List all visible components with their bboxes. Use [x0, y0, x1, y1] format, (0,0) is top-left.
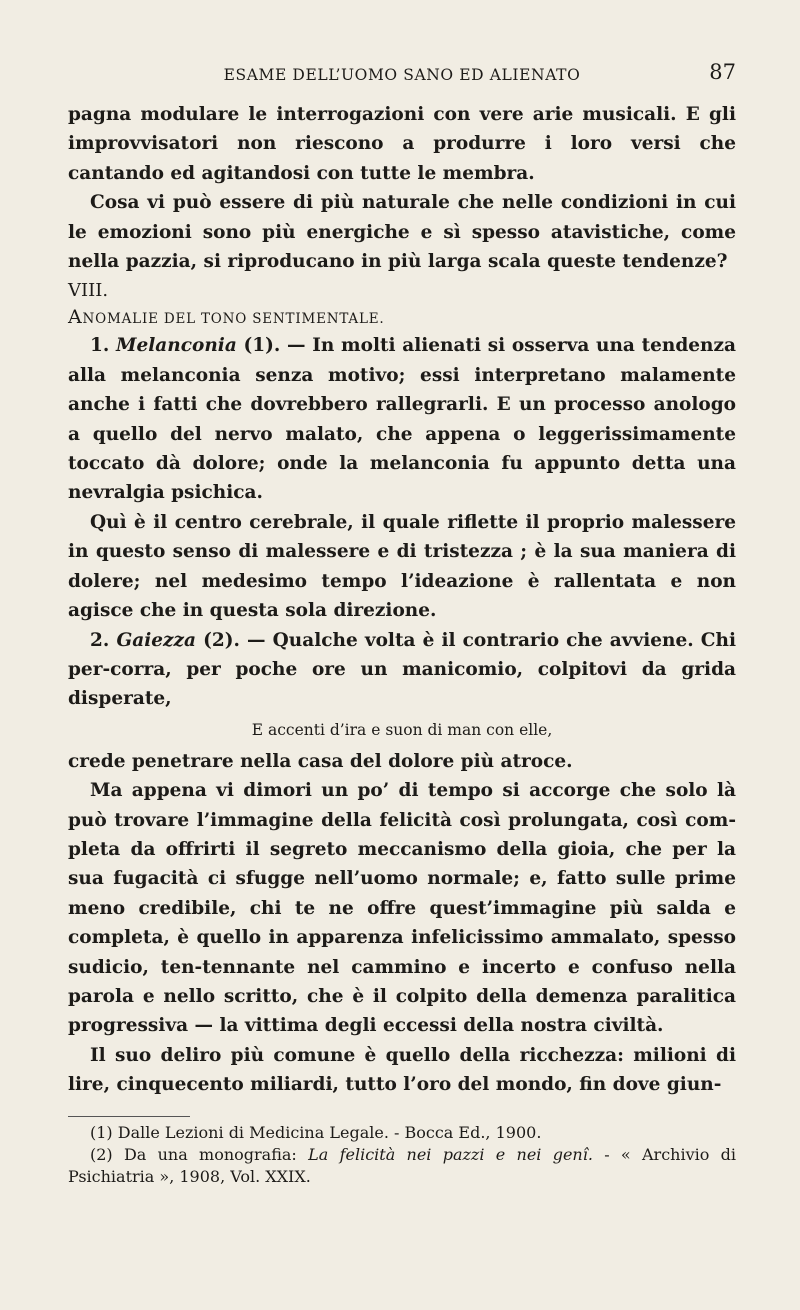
verse-quote: E accenti d’ira e suon di man con elle, — [251, 720, 553, 739]
melanconia-text: (1). — In molti alienati si osserva una tendenza alla melanconia senza motivo; essi interpretano malamente anche i fatti che dovrebbero rallegrarli. E un processo anologo a quello del nervo malato, che appena o leggerissimamente toccato dà dolore; onde la melanconia fu appunto detta una nevralgia psichica. — [68, 335, 736, 504]
footnote-2 — [68, 1144, 736, 1188]
footnote-1: (1) Dalle Lezioni di Medicina Legale. - Bocca Ed., 1900. — [90, 1123, 542, 1142]
running-head — [68, 60, 736, 90]
paragraph-1: pagna modulare le interrogazioni con vere arie musicali. E gli improvvisatori non riescono a produrre i loro versi che cantando ed agitandosi con tutte le membra. — [68, 104, 736, 184]
paragraph-6: crede penetrare nella casa del dolore più atroce. — [68, 750, 573, 772]
paragraph-4: Quì è il centro cerebrale, il quale riflette il proprio malessere in questo senso di malessere e di tristezza ; è la sua maniera di dolere; nel medesimo tempo l’ideazione è rallentata e non agisce che in questa sola direzione. — [68, 511, 736, 622]
page-number: 87 — [709, 60, 736, 84]
paragraph-melanconia — [68, 331, 736, 507]
section-title-initial: A — [68, 306, 83, 329]
paragraph-2: Cosa vi può essere di più naturale che nelle condizioni in cui le emozioni sono più energiche e sì spesso atavistiche, come nella pazzia, si riproducano in più larga scala queste tendenze? — [68, 192, 736, 273]
paragraph-gaiezza — [68, 626, 736, 714]
section-title-text: NOMALIE DEL TONO SENTIMENTALE. — [82, 311, 385, 328]
footnotes — [68, 1122, 736, 1188]
body-text — [68, 100, 736, 1100]
term-gaiezza: Gaiezza — [116, 629, 197, 651]
section-numeral: VIII. — [68, 280, 109, 302]
footnote-2-end: - « Archivio di Psichiatria », 1908, Vol. XXIX. — [68, 1145, 737, 1186]
footnote-2-start: (2) Da una monografia: — [90, 1145, 297, 1164]
footnote-divider — [68, 1116, 190, 1117]
section-title — [68, 305, 736, 331]
item-number-1: 1. — [90, 335, 110, 357]
footnote-2-title: La felicità nei pazzi e nei genî. — [308, 1145, 593, 1164]
running-title: ESAME DELL’UOMO SANO ED ALIENATO — [223, 66, 581, 84]
paragraph-8: Il suo deliro più comune è quello della ricchezza: milioni di lire, cinquecento miliardi, tutto l’oro del mondo, fin dove giun- — [68, 1044, 736, 1096]
term-melanconia: Melanconia — [116, 335, 237, 357]
gaiezza-text: (2). — Qualche volta è il contrario che avviene. Chi per-corra, per poche ore un manicomio, colpitovi da grida disperate, — [68, 629, 736, 710]
item-number-2: 2. — [90, 629, 110, 651]
paragraph-7: Ma appena vi dimori un po’ di tempo si accorge che solo là può trovare l’immagine della felicità così prolungata, così com-pleta da offrirti il segreto meccanismo della gioia, che per la sua fugacità ci sfugge nell’uomo normale; e, fatto sulle prime meno credibile, chi te ne offre quest’immagine più salda e completa, è quello in apparenza infelicissimo ammalato, spesso sudicio, ten-tennante nel cammino e incerto e confuso nella parola e nello scritto, che è il colpito della demenza paralitica progressiva — la vittima degli eccessi della nostra civiltà. — [68, 780, 736, 1037]
